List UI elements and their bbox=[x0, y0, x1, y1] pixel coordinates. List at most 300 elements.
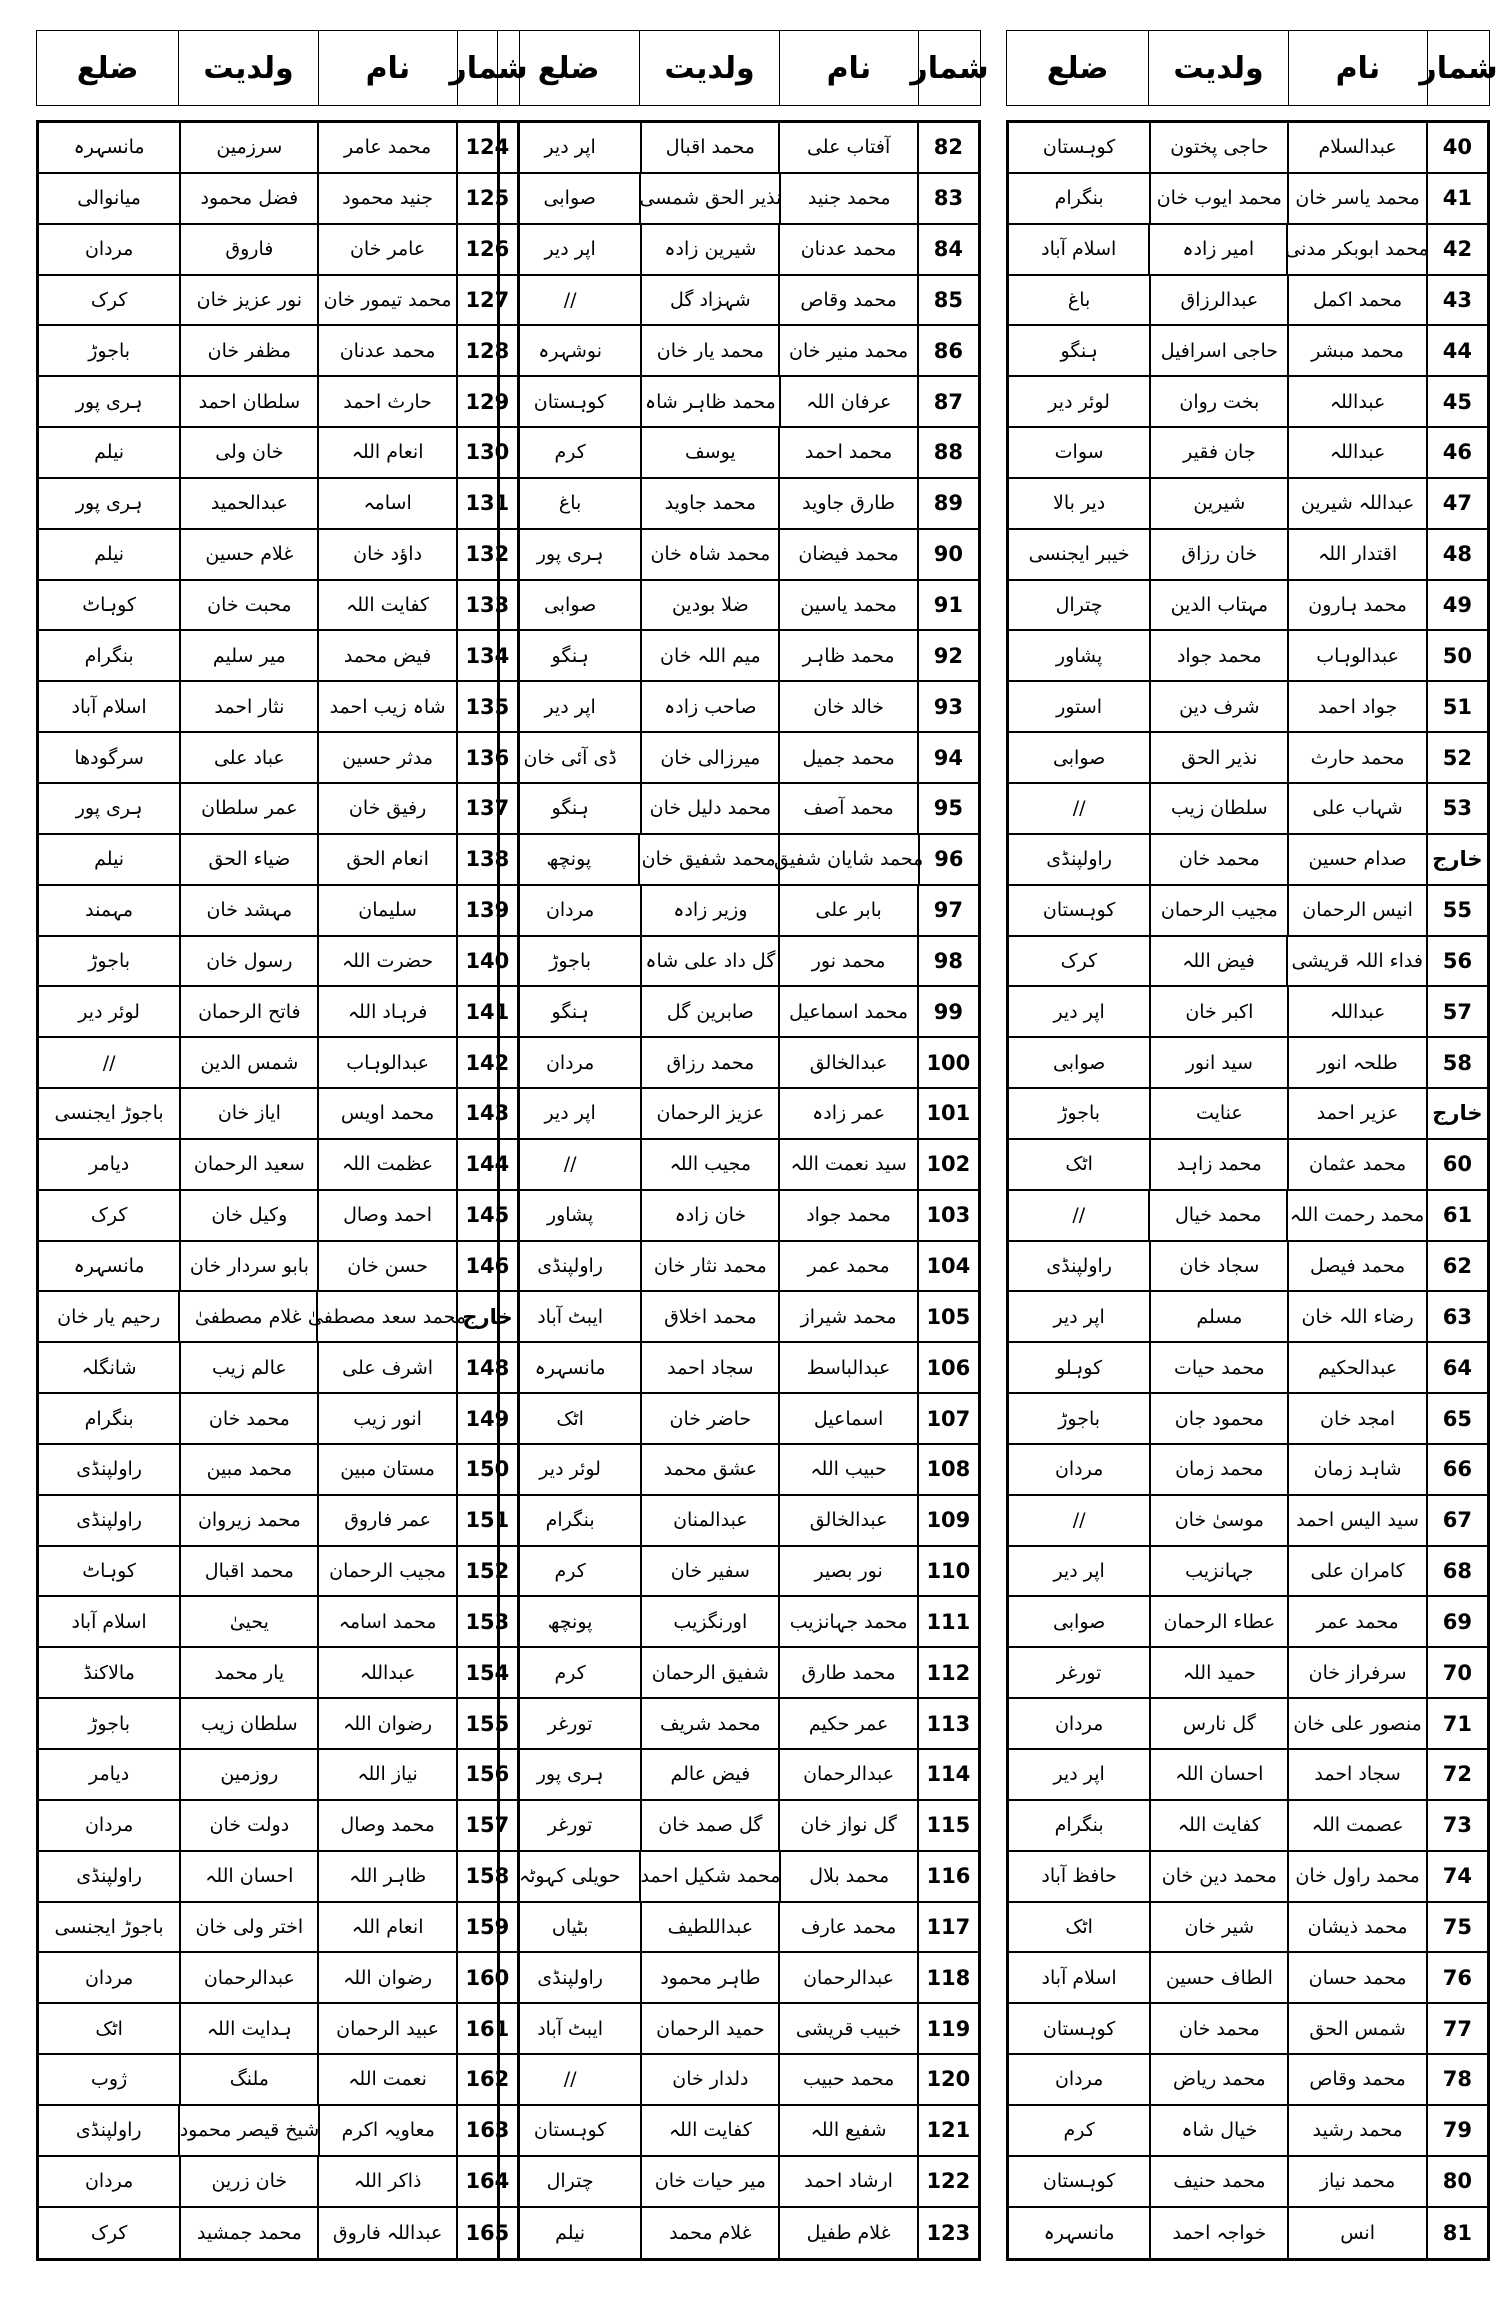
table-row bbox=[39, 682, 517, 733]
father-name-cell: کفایت اللہ bbox=[640, 2106, 778, 2155]
name-cell: مستان مبین bbox=[317, 1445, 455, 1494]
serial-cell: 120 bbox=[917, 2055, 978, 2104]
father-name-cell: نثار احمد bbox=[179, 682, 317, 731]
header-district: ضلع bbox=[1046, 50, 1109, 86]
table-row bbox=[1009, 1343, 1487, 1394]
header-serial: شمار bbox=[918, 31, 980, 105]
name-cell: عبدالخالق bbox=[778, 1496, 916, 1545]
district-cell: // bbox=[563, 2068, 577, 2091]
district-cell: مردان bbox=[1054, 1712, 1104, 1735]
serial-cell: 44 bbox=[1426, 326, 1487, 375]
district-cell: اپر دیر bbox=[544, 238, 596, 261]
serial-cell: 79 bbox=[1426, 2106, 1487, 2155]
father-name-cell: صابرین گل bbox=[640, 987, 778, 1036]
name-cell: انس bbox=[1287, 2208, 1425, 2259]
table-row bbox=[1009, 886, 1487, 937]
serial-cell: 117 bbox=[917, 1903, 978, 1952]
name-cell: محمد ذیشان bbox=[1287, 1903, 1425, 1952]
district-cell: اٹک bbox=[95, 2017, 123, 2040]
serial-cell: 142 bbox=[456, 1038, 517, 1087]
name-cell: انعام الحق bbox=[317, 835, 455, 884]
father-name-cell: سلطان زیب bbox=[179, 1699, 317, 1748]
father-name-cell: محمد حنیف bbox=[1149, 2157, 1287, 2206]
table-row bbox=[39, 1699, 517, 1750]
serial-cell: 125 bbox=[456, 174, 517, 223]
name-cell: عامر خان bbox=[317, 225, 455, 274]
name-cell: منصور علی خان bbox=[1287, 1699, 1425, 1748]
table-row bbox=[39, 733, 517, 784]
name-cell: محمد وقاص bbox=[778, 276, 916, 325]
table-row bbox=[1009, 1801, 1487, 1852]
serial-cell: 144 bbox=[456, 1140, 517, 1189]
father-name-cell: نور عزیز خان bbox=[179, 276, 317, 325]
father-name-cell: کفایت اللہ bbox=[1149, 1801, 1287, 1850]
district-cell: راولپنڈی bbox=[76, 1865, 142, 1888]
district-cell: سوات bbox=[1054, 441, 1104, 464]
district-cell: مردان bbox=[1054, 1458, 1104, 1481]
serial-cell: 71 bbox=[1426, 1699, 1487, 1748]
district-cell: ہنگو bbox=[551, 1000, 589, 1023]
father-name-cell: محمد شفیق خان bbox=[638, 835, 778, 884]
district-cell: دیر بالا bbox=[1053, 492, 1106, 515]
district-cell: راولپنڈی bbox=[1046, 1254, 1112, 1277]
father-name-cell: گل نارس bbox=[1149, 1699, 1287, 1748]
table-header bbox=[1006, 30, 1498, 106]
serial-cell: 56 bbox=[1426, 937, 1487, 986]
header-name: نام bbox=[318, 31, 457, 105]
name-cell: صدام حسین bbox=[1287, 835, 1425, 884]
serial-cell: 121 bbox=[917, 2106, 978, 2155]
name-cell: محمد جہانزیب bbox=[778, 1597, 916, 1646]
father-name-cell: ملنگ bbox=[179, 2055, 317, 2104]
table-row bbox=[39, 428, 517, 479]
serial-cell: 153 bbox=[456, 1597, 517, 1646]
district-cell: حافظ آباد bbox=[1041, 1865, 1117, 1888]
district-cell: باغ bbox=[1067, 288, 1091, 311]
father-name-cell: عبدالمنان bbox=[640, 1496, 778, 1545]
district-cell: ہنگو bbox=[551, 644, 589, 667]
header-serial: شمار bbox=[457, 31, 519, 105]
name-cell: محمد حبیب bbox=[778, 2055, 916, 2104]
district-cell: // bbox=[1072, 1509, 1086, 1532]
father-name-cell: فیض اللہ bbox=[1149, 937, 1287, 986]
serial-cell: 93 bbox=[917, 682, 978, 731]
father-name-cell: محمد نثار خان bbox=[640, 1242, 778, 1291]
district-cell: کوہلو bbox=[1056, 1356, 1103, 1379]
table-row bbox=[500, 1343, 978, 1394]
name-cell: محمد تیمور خان bbox=[317, 276, 455, 325]
father-name-cell: شیر خان bbox=[1149, 1903, 1287, 1952]
father-name-cell: محمد خان bbox=[1149, 2004, 1287, 2053]
serial-cell: 81 bbox=[1426, 2208, 1487, 2259]
father-name-cell: احسان اللہ bbox=[1149, 1750, 1287, 1799]
serial-cell: 66 bbox=[1426, 1445, 1487, 1494]
table-row bbox=[39, 326, 517, 377]
serial-cell: 114 bbox=[917, 1750, 978, 1799]
serial-cell: 69 bbox=[1426, 1597, 1487, 1646]
serial-cell: 145 bbox=[456, 1191, 517, 1240]
father-name-cell: محمد ریاض bbox=[1149, 2055, 1287, 2104]
table-row bbox=[1009, 1597, 1487, 1648]
name-cell: طارق جاوید bbox=[778, 479, 916, 528]
table-row bbox=[39, 1394, 517, 1445]
table-row bbox=[39, 1038, 517, 1089]
father-name-cell: احسان اللہ bbox=[179, 1852, 317, 1901]
name-cell: سید نعمت اللہ bbox=[778, 1140, 916, 1189]
table-row bbox=[39, 1750, 517, 1801]
district-cell: کرک bbox=[90, 288, 128, 311]
serial-cell: 40 bbox=[1426, 123, 1487, 172]
serial-cell: خارج bbox=[456, 1292, 517, 1341]
father-name-cell: سفیر خان bbox=[640, 1547, 778, 1596]
district-cell: پونچھ bbox=[546, 848, 592, 871]
district-cell: صوابی bbox=[543, 594, 597, 617]
district-cell: حویلی کہوٹہ bbox=[519, 1865, 621, 1888]
district-cell: ہری پور bbox=[75, 390, 143, 413]
table-row bbox=[1009, 1292, 1487, 1343]
table-body bbox=[1006, 120, 1490, 2261]
name-cell: عبید الرحمان bbox=[317, 2004, 455, 2053]
father-name-cell: محمد اقبال bbox=[179, 1547, 317, 1596]
serial-cell: 128 bbox=[456, 326, 517, 375]
father-name-cell: مہتاب الدین bbox=[1149, 581, 1287, 630]
district-cell: بنگرام bbox=[1054, 187, 1104, 210]
father-name-cell: عالم زیب bbox=[179, 1343, 317, 1392]
table-row bbox=[1009, 784, 1487, 835]
name-cell: عرفان اللہ bbox=[779, 377, 917, 426]
table-row bbox=[500, 1953, 978, 2004]
serial-cell: 152 bbox=[456, 1547, 517, 1596]
table-row bbox=[500, 1903, 978, 1954]
name-cell: امجد خان bbox=[1287, 1394, 1425, 1443]
table-row bbox=[500, 2208, 978, 2259]
name-cell: عبدالحکیم bbox=[1287, 1343, 1425, 1392]
father-name-cell: یار محمد bbox=[179, 1648, 317, 1697]
district-cell: // bbox=[563, 288, 577, 311]
serial-cell: 100 bbox=[917, 1038, 978, 1087]
district-cell: مانسہرہ bbox=[73, 1254, 145, 1277]
father-name-cell: میرزالی خان bbox=[640, 733, 778, 782]
table-row bbox=[1009, 1699, 1487, 1750]
serial-cell: 161 bbox=[456, 2004, 517, 2053]
serial-cell: 108 bbox=[917, 1445, 978, 1494]
table-row bbox=[500, 428, 978, 479]
district-cell: پونچھ bbox=[547, 1610, 593, 1633]
table-row bbox=[1009, 733, 1487, 784]
name-cell: عبداللہ bbox=[1287, 987, 1425, 1036]
father-name-cell: رسول خان bbox=[179, 937, 317, 986]
father-name-cell: محمد جاوید bbox=[640, 479, 778, 528]
district-cell: تورغر bbox=[547, 1712, 593, 1735]
district-cell: رحیم یار خان bbox=[57, 1305, 161, 1328]
header-serial: شمار bbox=[1427, 31, 1489, 105]
district-cell: صوابی bbox=[1052, 746, 1106, 769]
serial-cell: 76 bbox=[1426, 1953, 1487, 2002]
table-row bbox=[1009, 987, 1487, 1038]
father-name-cell: محمود جان bbox=[1149, 1394, 1287, 1443]
father-name-cell: عمر سلطان bbox=[179, 784, 317, 833]
serial-cell: 75 bbox=[1426, 1903, 1487, 1952]
district-cell: باجوڑ bbox=[88, 1712, 131, 1735]
table-row bbox=[500, 1242, 978, 1293]
district-cell: اپر دیر bbox=[1053, 1763, 1105, 1786]
table-row bbox=[39, 987, 517, 1038]
serial-cell: 48 bbox=[1426, 530, 1487, 579]
district-cell: کرک bbox=[90, 1204, 128, 1227]
father-name-cell: یحییٰ bbox=[179, 1597, 317, 1646]
table-row bbox=[500, 1597, 978, 1648]
table-row bbox=[500, 682, 978, 733]
table-row bbox=[1009, 1903, 1487, 1954]
table-row bbox=[500, 581, 978, 632]
serial-cell: 151 bbox=[456, 1496, 517, 1545]
name-cell: داؤد خان bbox=[317, 530, 455, 579]
serial-cell: 135 bbox=[456, 682, 517, 731]
table-body bbox=[36, 120, 520, 2261]
father-name-cell: نذیر الحق شمسی bbox=[639, 174, 779, 223]
father-name-cell: حاجی اسرافیل bbox=[1149, 326, 1287, 375]
serial-cell: 82 bbox=[917, 123, 978, 172]
father-name-cell: میر حیات خان bbox=[640, 2157, 778, 2206]
table-row bbox=[39, 2055, 517, 2106]
name-cell: محمد عامر bbox=[317, 123, 455, 172]
name-cell: محمد یاسین bbox=[778, 581, 916, 630]
father-name-cell: عبدالرزاق bbox=[1149, 276, 1287, 325]
table-row bbox=[1009, 835, 1487, 886]
name-cell: محمد راول خان bbox=[1287, 1852, 1425, 1901]
table-row bbox=[39, 174, 517, 225]
serial-cell: 52 bbox=[1426, 733, 1487, 782]
name-cell: عبدالباسط bbox=[778, 1343, 916, 1392]
father-name-cell: میر سلیم bbox=[179, 631, 317, 680]
serial-cell: 46 bbox=[1426, 428, 1487, 477]
serial-cell: 87 bbox=[917, 377, 978, 426]
table-row bbox=[1009, 682, 1487, 733]
name-cell: حبیب اللہ bbox=[778, 1445, 916, 1494]
header-district: ضلع bbox=[76, 50, 139, 86]
table-header bbox=[497, 30, 989, 106]
name-cell: انعام اللہ bbox=[317, 1903, 455, 1952]
table-row bbox=[1009, 1445, 1487, 1496]
name-cell: محمد جواد bbox=[778, 1191, 916, 1240]
serial-cell: 158 bbox=[456, 1852, 517, 1901]
district-cell: کرم bbox=[554, 441, 586, 464]
serial-cell: 61 bbox=[1426, 1191, 1487, 1240]
serial-cell: 157 bbox=[456, 1801, 517, 1850]
district-cell: // bbox=[563, 1153, 577, 1176]
district-cell: نیلم bbox=[94, 543, 125, 566]
district-cell: صوابی bbox=[1052, 1051, 1106, 1074]
serial-cell: 78 bbox=[1426, 2055, 1487, 2104]
serial-cell: 55 bbox=[1426, 886, 1487, 935]
name-cell: عبدالسلام bbox=[1287, 123, 1425, 172]
father-name-cell: محبت خان bbox=[179, 581, 317, 630]
name-cell: محمد اویس bbox=[317, 1089, 455, 1138]
district-cell: باجوڑ bbox=[549, 949, 592, 972]
table-row bbox=[39, 479, 517, 530]
district-cell: تورغر bbox=[547, 1814, 593, 1837]
serial-cell: خارج bbox=[1426, 1089, 1487, 1138]
name-cell: عبداللہ bbox=[1287, 428, 1425, 477]
serial-cell: 138 bbox=[456, 835, 517, 884]
name-cell: عبدالوہاب bbox=[1287, 631, 1425, 680]
father-name-cell: محمد مبین bbox=[179, 1445, 317, 1494]
table-row bbox=[500, 2157, 978, 2208]
table-row bbox=[500, 2106, 978, 2157]
table-row bbox=[500, 886, 978, 937]
father-name-cell: محمد خان bbox=[179, 1394, 317, 1443]
father-name-cell: شرف دین bbox=[1149, 682, 1287, 731]
district-cell: صوابی bbox=[543, 187, 596, 210]
name-cell: محمد سعد مصطفیٰ bbox=[316, 1292, 456, 1341]
table-row bbox=[1009, 1852, 1487, 1903]
header-father-name: ولدیت bbox=[639, 31, 778, 105]
name-cell: حارث احمد bbox=[317, 377, 455, 426]
name-cell: عبداللہ شیرین bbox=[1287, 479, 1425, 528]
table-row bbox=[39, 2106, 517, 2157]
district-cell: چترال bbox=[1055, 594, 1103, 617]
district-cell: مردان bbox=[84, 1814, 134, 1837]
district-cell: نیلم bbox=[94, 848, 125, 871]
name-cell: آفتاب علی bbox=[778, 123, 916, 172]
district-cell: مانسہرہ bbox=[73, 136, 145, 159]
name-cell: محمد ظاہر bbox=[778, 631, 916, 680]
name-cell: محمد ابوبکر مدنی bbox=[1286, 225, 1426, 274]
table-row bbox=[1009, 631, 1487, 682]
district-cell: کوہاٹ bbox=[82, 594, 136, 617]
district-cell: راولپنڈی bbox=[537, 1966, 603, 1989]
serial-cell: 154 bbox=[456, 1648, 517, 1697]
name-cell: محمد منیر خان bbox=[778, 326, 916, 375]
serial-cell: 149 bbox=[456, 1394, 517, 1443]
serial-cell: 67 bbox=[1426, 1496, 1487, 1545]
table-row bbox=[39, 1496, 517, 1547]
table-row bbox=[500, 937, 978, 988]
district-cell: راولپنڈی bbox=[76, 1458, 142, 1481]
header-district: ضلع bbox=[537, 50, 600, 86]
table-row bbox=[1009, 937, 1487, 988]
table-row bbox=[1009, 2208, 1487, 2259]
name-cell: سرفراز خان bbox=[1287, 1648, 1425, 1697]
serial-cell: 89 bbox=[917, 479, 978, 528]
father-name-cell: روزمین bbox=[179, 1750, 317, 1799]
table-row bbox=[500, 631, 978, 682]
father-name-cell: شہزاد گل bbox=[640, 276, 778, 325]
name-cell: مجیب الرحمان bbox=[317, 1547, 455, 1596]
table-row bbox=[500, 1038, 978, 1089]
table-row bbox=[1009, 377, 1487, 428]
district-cell: استور bbox=[1056, 695, 1103, 718]
father-name-cell: محمد حیات bbox=[1149, 1343, 1287, 1392]
name-cell: محمد یاسر خان bbox=[1287, 174, 1425, 223]
table-row bbox=[500, 479, 978, 530]
father-name-cell: عشق محمد bbox=[640, 1445, 778, 1494]
father-name-cell: عبدالحمید bbox=[179, 479, 317, 528]
table-row bbox=[1009, 479, 1487, 530]
district-cell: اپر دیر bbox=[544, 136, 596, 159]
district-cell: ایبٹ آباد bbox=[537, 2017, 604, 2040]
table-row bbox=[1009, 1496, 1487, 1547]
name-cell: محمد جمیل bbox=[778, 733, 916, 782]
father-name-cell: سلطان زیب bbox=[1149, 784, 1287, 833]
table-row bbox=[39, 1343, 517, 1394]
father-name-cell: وکیل خان bbox=[179, 1191, 317, 1240]
father-name-cell: محمد یار خان bbox=[640, 326, 778, 375]
serial-cell: 148 bbox=[456, 1343, 517, 1392]
serial-cell: 111 bbox=[917, 1597, 978, 1646]
serial-cell: 126 bbox=[456, 225, 517, 274]
district-cell: ہنگو bbox=[1060, 339, 1098, 362]
serial-cell: 104 bbox=[917, 1242, 978, 1291]
serial-cell: 64 bbox=[1426, 1343, 1487, 1392]
serial-cell: 130 bbox=[456, 428, 517, 477]
father-name-cell: محمد خیال bbox=[1148, 1191, 1286, 1240]
name-cell: محمد ہارون bbox=[1287, 581, 1425, 630]
serial-cell: 160 bbox=[456, 1953, 517, 2002]
father-name-cell: محمد جمشید bbox=[179, 2208, 317, 2259]
name-cell: سید الیس احمد bbox=[1287, 1496, 1425, 1545]
father-name-cell: شیرین زادہ bbox=[640, 225, 778, 274]
father-name-cell: محمد دلیل خان bbox=[640, 784, 778, 833]
serial-cell: 140 bbox=[456, 937, 517, 986]
district-cell: ہری پور bbox=[75, 797, 143, 820]
name-cell: محمد اسماعیل bbox=[778, 987, 916, 1036]
district-cell: اٹک bbox=[556, 1407, 584, 1430]
table-row bbox=[500, 987, 978, 1038]
serial-cell: 77 bbox=[1426, 2004, 1487, 2053]
table-row bbox=[39, 1953, 517, 2004]
table-row bbox=[39, 1648, 517, 1699]
father-name-cell: خان زادہ bbox=[640, 1191, 778, 1240]
table-row bbox=[500, 2055, 978, 2106]
district-cell: مردان bbox=[545, 1051, 595, 1074]
district-cell: اپر دیر bbox=[1053, 1560, 1105, 1583]
father-name-cell: مظفر خان bbox=[179, 326, 317, 375]
district-cell: نیلم bbox=[555, 2222, 586, 2245]
table-row bbox=[500, 1394, 978, 1445]
table-row bbox=[39, 1445, 517, 1496]
name-cell: شاہد زمان bbox=[1287, 1445, 1425, 1494]
serial-cell: 119 bbox=[917, 2004, 978, 2053]
district-cell: پشاور bbox=[1055, 644, 1103, 667]
district-cell: کرم bbox=[554, 1560, 586, 1583]
name-cell: محمد عدنان bbox=[778, 225, 916, 274]
table-row bbox=[39, 225, 517, 276]
table-row bbox=[500, 1089, 978, 1140]
father-name-cell: خان ولی bbox=[179, 428, 317, 477]
table-row bbox=[500, 326, 978, 377]
district-cell: راولپنڈی bbox=[75, 2119, 142, 2142]
name-cell: ارشاد احمد bbox=[778, 2157, 916, 2206]
father-name-cell: جہانزیب bbox=[1149, 1547, 1287, 1596]
father-name-cell: ایاز خان bbox=[179, 1089, 317, 1138]
district-cell: شانگلہ bbox=[81, 1356, 137, 1379]
father-name-cell: فاتح الرحمان bbox=[179, 987, 317, 1036]
father-name-cell: محمد خان bbox=[1149, 835, 1287, 884]
father-name-cell: خواجہ احمد bbox=[1149, 2208, 1287, 2259]
header-father-name: ولدیت bbox=[1148, 31, 1287, 105]
father-name-cell: شفیق الرحمان bbox=[640, 1648, 778, 1697]
name-cell: عمر زادہ bbox=[778, 1089, 916, 1138]
district-cell: مردان bbox=[84, 1966, 134, 1989]
table-row bbox=[500, 1648, 978, 1699]
serial-cell: 62 bbox=[1426, 1242, 1487, 1291]
table-row bbox=[39, 1242, 517, 1293]
table-row bbox=[500, 835, 978, 886]
name-cell: فیض محمد bbox=[317, 631, 455, 680]
name-cell: محمد مبشر bbox=[1287, 326, 1425, 375]
serial-cell: 88 bbox=[917, 428, 978, 477]
